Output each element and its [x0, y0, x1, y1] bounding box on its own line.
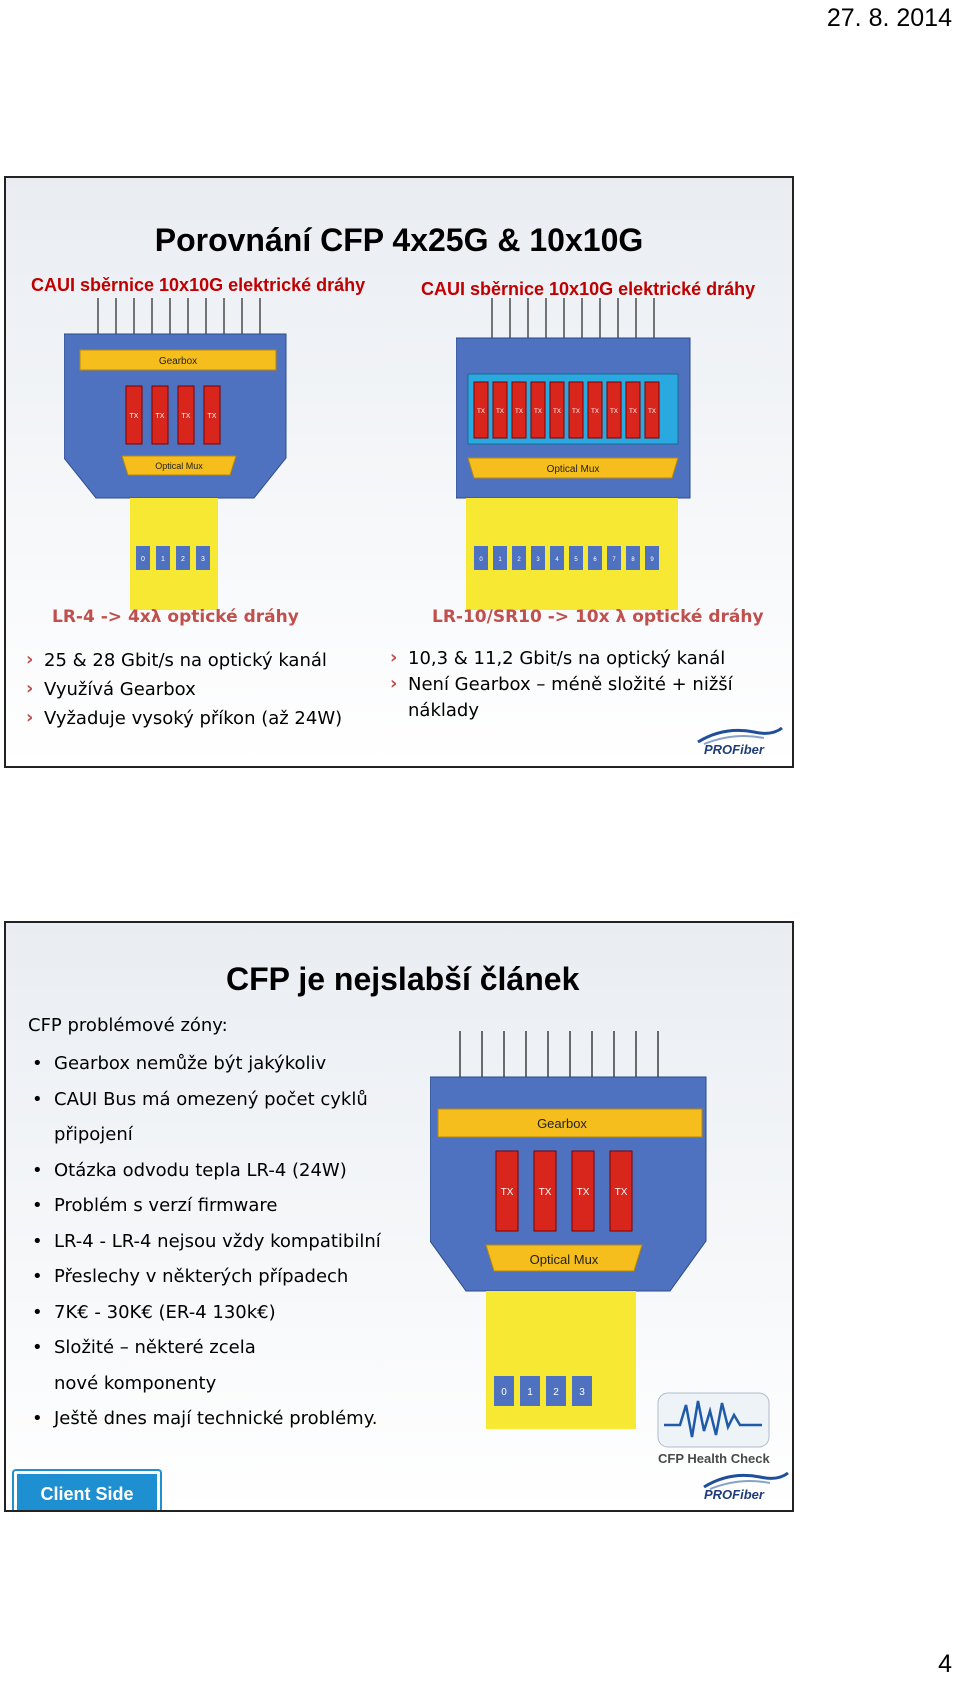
- bullet-item: › Využívá Gearbox: [26, 675, 386, 704]
- lane-label: 9: [650, 557, 654, 563]
- left-bus-label: CAUI sběrnice 10x10G elektrické dráhy: [31, 275, 366, 295]
- page-number: 4: [938, 1650, 952, 1678]
- lane-label: 1: [527, 1387, 533, 1398]
- mux-label: Optical Mux: [155, 461, 203, 471]
- lane-label: 3: [579, 1387, 585, 1398]
- lane-label: 1: [498, 557, 502, 563]
- problem-item: • Problém s verzí firmware: [30, 1188, 410, 1224]
- tx-label: TX: [515, 409, 523, 415]
- tx-label: TX: [538, 1187, 552, 1198]
- lane-label: 2: [553, 1387, 559, 1398]
- heartbeat-icon: [656, 1391, 771, 1449]
- tx-label: TX: [572, 409, 580, 415]
- left-bullets: [26, 646, 386, 733]
- cfp-health-check-logo: [656, 1391, 771, 1471]
- mux-label: Optical Mux: [546, 464, 600, 475]
- problem-item: • Složité – některé zcela nové komponenty: [30, 1330, 284, 1401]
- lane-label: 0: [479, 557, 483, 563]
- tx-label: TX: [207, 413, 217, 420]
- problem-item: • Otázka odvodu tepla LR-4 (24W): [30, 1153, 410, 1189]
- problem-item: • Ještě dnes mají technické problémy.: [30, 1401, 410, 1437]
- tx-label: TX: [500, 1187, 514, 1198]
- bullet-item: › Vyžaduje vysoký příkon (až 24W): [26, 704, 386, 733]
- problem-item: • CAUI Bus má omezený počet cyklů připojení: [30, 1082, 410, 1153]
- gearbox-label: Gearbox: [158, 356, 198, 367]
- problem-item: • Gearbox nemůže být jakýkoliv: [30, 1046, 410, 1082]
- slide-title: Porovnání CFP 4x25G & 10x10G: [154, 222, 644, 258]
- right-heading: LR-10/SR10 -> 10x λ optické dráhy: [432, 607, 764, 627]
- slide-weakest-link: [4, 921, 794, 1512]
- bullet-item: › Není Gearbox – méně složité + nižší náklady: [390, 672, 740, 724]
- problem-item: • Přeslechy v některých případech: [30, 1259, 410, 1295]
- mux-label: Optical Mux: [529, 1252, 599, 1267]
- cfp-4x25g-diagram: [430, 1031, 710, 1431]
- tx-label: TX: [629, 409, 637, 415]
- lane-label: 5: [574, 557, 578, 563]
- tx-label: TX: [610, 409, 618, 415]
- cfp-10x10g-diagram: [456, 298, 706, 616]
- bullet-item: › 25 & 28 Gbit/s na optický kanál: [26, 646, 386, 675]
- tx-label: TX: [553, 409, 561, 415]
- lane-label: 2: [517, 557, 521, 563]
- problem-list: [30, 1046, 410, 1437]
- tx-label: TX: [534, 409, 542, 415]
- lane-label: 7: [612, 557, 616, 563]
- tx-label: TX: [648, 409, 656, 415]
- right-bullets: [390, 646, 740, 724]
- profiber-logo: [700, 1469, 790, 1509]
- problem-item: • LR-4 - LR-4 nejsou vždy kompatibilní: [30, 1224, 410, 1260]
- lane-label: 0: [501, 1387, 507, 1398]
- bullet-item: › 10,3 & 11,2 Gbit/s na optický kanál: [390, 646, 740, 672]
- lane-label: 6: [593, 557, 597, 563]
- problem-intro: CFP problémové zóny:: [28, 1015, 228, 1036]
- gearbox-label: Gearbox: [537, 1116, 587, 1131]
- logo-text: PROFiber: [704, 742, 764, 757]
- slide-comparison: [4, 176, 794, 768]
- tx-label: TX: [576, 1187, 590, 1198]
- client-side-button[interactable]: Client Side: [14, 1471, 160, 1512]
- tx-label: TX: [591, 409, 599, 415]
- left-heading: LR-4 -> 4xλ optické dráhy: [52, 607, 299, 627]
- health-check-text: CFP Health Check: [658, 1451, 770, 1466]
- lane-label: 4: [555, 557, 559, 563]
- lane-label: 3: [201, 556, 205, 563]
- lane-label: 8: [631, 557, 635, 563]
- lane-label: 2: [181, 556, 185, 563]
- tx-label: TX: [155, 413, 165, 420]
- profiber-logo: [694, 724, 784, 764]
- slide-title: CFP je nejslabší článek: [226, 961, 580, 997]
- lane-label: 0: [141, 556, 145, 563]
- fiber-area: [486, 1291, 636, 1429]
- problem-item: • 7K€ - 30K€ (ER-4 130k€): [30, 1295, 410, 1331]
- logo-text: PROFiber: [704, 1487, 764, 1502]
- tx-label: TX: [496, 409, 504, 415]
- tx-label: TX: [129, 413, 139, 420]
- page-date: 27. 8. 2014: [826, 4, 952, 32]
- tx-label: TX: [477, 409, 485, 415]
- cfp-4x25g-diagram: [64, 298, 294, 616]
- tx-label: TX: [181, 413, 191, 420]
- tx-label: TX: [614, 1187, 628, 1198]
- right-bus-label: CAUI sběrnice 10x10G elektrické dráhy: [421, 279, 756, 299]
- lane-label: 1: [161, 556, 165, 563]
- lane-label: 3: [536, 557, 540, 563]
